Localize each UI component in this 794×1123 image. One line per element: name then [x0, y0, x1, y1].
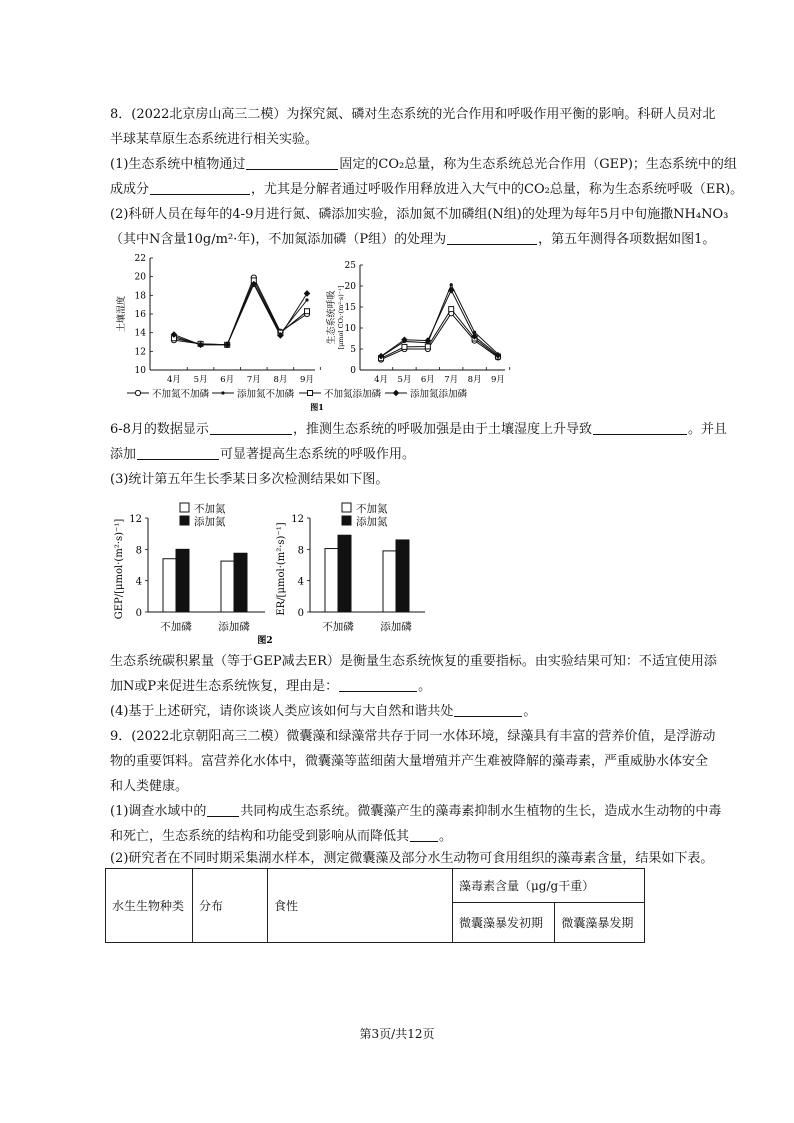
bar — [338, 535, 351, 612]
q9-line1: 9．(2022北京朝阳高三二模）微囊藻和绿藻常共存于同一水体环境，绿藻具有丰富的营养价值，是浮游动 — [110, 729, 716, 744]
text: 加N或P来促进生态系统恢复，理由是： — [110, 679, 339, 694]
text: (4)基于上述研究，请你谈谈人类应该如何与大自然和谐共处 — [110, 704, 454, 719]
text: 可显著提高生态系统的呼吸作用。 — [220, 447, 416, 462]
y-axis-label: 土壤湿度 — [117, 295, 127, 333]
data-point — [305, 298, 308, 301]
data-point — [305, 309, 310, 314]
data-point — [393, 390, 400, 397]
legend-label: 添加氮不加磷 — [237, 389, 295, 400]
series-line — [174, 278, 307, 345]
x-tick-label: 不加磷 — [160, 621, 192, 633]
x-tick-label: 5月 — [397, 375, 412, 385]
q8-part3-line2: 生态系统碳积累量（等于GEP减去ER）是衡量生态系统恢复的重要指标。由实验结果可知：不适宜使用添 — [110, 654, 717, 669]
text: 固定的CO₂总量，称为生态系统总光合作用（GEP)；生态系统中的组 — [339, 157, 737, 172]
answer-blank[interactable] — [410, 827, 438, 842]
answer-blank[interactable] — [137, 445, 219, 460]
q8-part2-line1: (2)科研人员在每年的4-9月进行氮、磷添加实验，添加氮不加磷组(N组)的处理为每年5月中旬施撒NH₄NO₃ — [110, 207, 729, 222]
q8-part1-line1 — [110, 155, 737, 175]
q9-part1-line2 — [110, 827, 690, 847]
y-tick-label: 8 — [135, 545, 142, 557]
legend-label: 添加氮 — [194, 516, 226, 528]
text: 。 — [523, 704, 537, 719]
legend-swatch — [342, 503, 351, 512]
data-point — [221, 391, 224, 394]
q9-part2: (2)研究者在不同时期采集湖水样本，测定微囊藻及部分水生动物可食用组织的藻毒素含量，结果如下表。 — [110, 851, 714, 866]
q9-part1-line1 — [110, 802, 722, 822]
data-point — [402, 344, 407, 349]
table-header: 藻毒素含量（μg/g干重） — [453, 869, 645, 903]
answer-blank[interactable] — [207, 802, 239, 817]
table-header: 食性 — [268, 869, 453, 943]
x-tick-label: 不加磷 — [322, 621, 354, 633]
y-tick-label: 10 — [134, 366, 146, 376]
q8-part2-line4 — [110, 445, 690, 465]
series-line — [381, 290, 498, 356]
text: 添加 — [110, 447, 137, 462]
text: （其中N含量10g/m²·年)，不加氮添加磷（P组）的处理为 — [110, 232, 447, 247]
q9-line3: 和人类健康。 — [110, 779, 189, 794]
data-point — [304, 290, 311, 297]
y-tick-label: 20 — [134, 272, 146, 283]
y-axis-label: [μmol CO₂·(m²·s)⁻¹] — [337, 285, 345, 350]
q8-part3-line3 — [110, 677, 690, 697]
text: ，第五年测得各项数据如图1。 — [538, 232, 716, 247]
x-tick-label: 7月 — [444, 375, 459, 385]
x-tick-label: 5月 — [193, 375, 208, 385]
x-tick-label: 添加磷 — [218, 621, 250, 633]
y-tick-label: 16 — [134, 310, 146, 320]
legend-label: 不加氮不加磷 — [152, 389, 210, 400]
y-tick-label: 0 — [297, 608, 304, 619]
answer-blank[interactable] — [150, 180, 250, 195]
y-tick-label: 18 — [134, 291, 146, 302]
y-axis-label: ER/[μmol·(m²·s)⁻¹] — [276, 522, 287, 616]
figure-2 — [110, 495, 430, 650]
legend-label: 不加氮 — [356, 503, 388, 515]
q8-part3: (3)统计第五年生长季某日多次检测结果如下图。 — [110, 472, 389, 487]
data-point — [401, 336, 408, 343]
bar — [325, 549, 338, 612]
y-axis-label: GEP/[μmol·(m²·s)⁻¹] — [114, 518, 125, 620]
y-tick-label: 0 — [135, 608, 142, 619]
data-point — [448, 287, 455, 294]
y-tick-label: 20 — [344, 282, 356, 292]
bar — [163, 559, 176, 612]
answer-blank[interactable] — [339, 677, 417, 692]
y-tick-label: 25 — [344, 261, 356, 271]
answer-blank[interactable] — [454, 702, 522, 717]
data-point — [450, 283, 453, 286]
table-header: 分布 — [193, 869, 268, 943]
bar — [234, 553, 247, 612]
bar — [176, 549, 189, 612]
legend-swatch — [180, 516, 189, 525]
figure-caption: 图1 — [310, 402, 324, 412]
q8-header-cont: 半球某草原生态系统进行相关实验。 — [110, 132, 319, 147]
q9-line2: 物的重要饵料。富营养化水体中，微囊藻等蓝细菌大量增殖并产生难被降解的藻毒素，严重威胁水体安全 — [110, 754, 709, 769]
text: (1)调查水域中的 — [110, 804, 207, 819]
x-tick-label: 7月 — [246, 375, 261, 385]
y-tick-label: 4 — [135, 576, 142, 588]
q8-part2-line2 — [110, 230, 716, 250]
series-line — [381, 285, 498, 357]
q8-part4 — [110, 702, 690, 722]
y-tick-label: 12 — [129, 514, 142, 525]
legend-swatch — [180, 503, 189, 512]
x-tick-label: 4月 — [166, 375, 181, 385]
series-line — [174, 280, 307, 344]
table-subheader: 微囊藻暴发初期 — [453, 903, 555, 943]
answer-blank[interactable] — [210, 420, 292, 435]
bar — [383, 551, 396, 612]
answer-blank[interactable] — [246, 155, 338, 170]
figure-1 — [105, 250, 525, 420]
text: 。并且 — [687, 422, 727, 437]
x-tick-label: 6月 — [420, 375, 435, 385]
bar — [221, 561, 234, 612]
text: (1)生态系统中植物通过 — [110, 157, 246, 172]
x-tick-label: 9月 — [300, 375, 314, 385]
series-line — [174, 284, 307, 345]
text: 。 — [439, 829, 453, 844]
data-point — [308, 391, 313, 396]
legend-label: 添加氮添加磷 — [410, 389, 468, 400]
toxin-table — [105, 868, 645, 943]
y-tick-label: 0 — [350, 366, 356, 376]
legend-label: 添加氮 — [356, 516, 388, 528]
q8-header: 8．(2022北京房山高三二模）为探究氮、磷对生态系统的光合作用和呼吸作用平衡的影响。科研人员对北 — [110, 107, 716, 122]
q8-part2-line3 — [110, 420, 727, 440]
bar — [396, 540, 409, 612]
table-subheader: 微囊藻暴发期 — [555, 903, 645, 943]
text: ，尤其是分解者通过呼吸作用释放进入大气中的CO₂总量，称为生态系统呼吸（ER)。 — [251, 182, 744, 197]
answer-blank[interactable] — [447, 230, 537, 245]
answer-blank[interactable] — [593, 420, 687, 435]
text: 6-8月的数据显示 — [110, 422, 209, 437]
y-tick-label: 8 — [297, 545, 304, 557]
data-point — [425, 344, 430, 349]
table-header: 水生生物种类 — [106, 869, 193, 943]
legend-swatch — [342, 516, 351, 525]
q8-part1-line2 — [110, 180, 744, 200]
y-tick-label: 12 — [134, 347, 146, 358]
y-tick-label: 10 — [344, 324, 356, 334]
x-tick-label: 6月 — [220, 375, 235, 385]
data-point — [449, 307, 454, 312]
legend-label: 不加氮 — [194, 503, 226, 515]
x-tick-label: 8月 — [467, 375, 482, 385]
x-tick-label: 4月 — [374, 375, 389, 385]
y-tick-label: 12 — [291, 514, 304, 525]
legend-label: 不加氮添加磷 — [324, 389, 382, 400]
figure-caption: 图2 — [257, 636, 273, 646]
text: 成成分 — [110, 182, 150, 197]
y-tick-label: 4 — [297, 576, 304, 588]
y-tick-label: 5 — [350, 345, 356, 355]
y-tick-label: 15 — [344, 303, 356, 313]
x-tick-label: 9月 — [491, 375, 505, 385]
y-tick-label: 22 — [134, 254, 146, 264]
text: 共同构成生态系统。微囊藻产生的藻毒素抑制水生植物的生长，造成水生动物的中毒 — [240, 804, 722, 819]
text: 和死亡，生态系统的结构和功能受到影响从而降低其 — [110, 829, 410, 844]
series-line — [381, 313, 498, 359]
data-point — [135, 390, 140, 395]
x-tick-label: 8月 — [273, 375, 288, 385]
text: 。 — [418, 679, 432, 694]
x-tick-label: 添加磷 — [380, 621, 412, 633]
text: ，推测生态系统的呼吸加强是由于土壤湿度上升导致 — [292, 422, 592, 437]
page-footer: 第3页/共12页 — [359, 1027, 435, 1041]
y-tick-label: 14 — [134, 328, 146, 339]
y-axis-label: 生态系统呼吸 — [327, 290, 337, 345]
